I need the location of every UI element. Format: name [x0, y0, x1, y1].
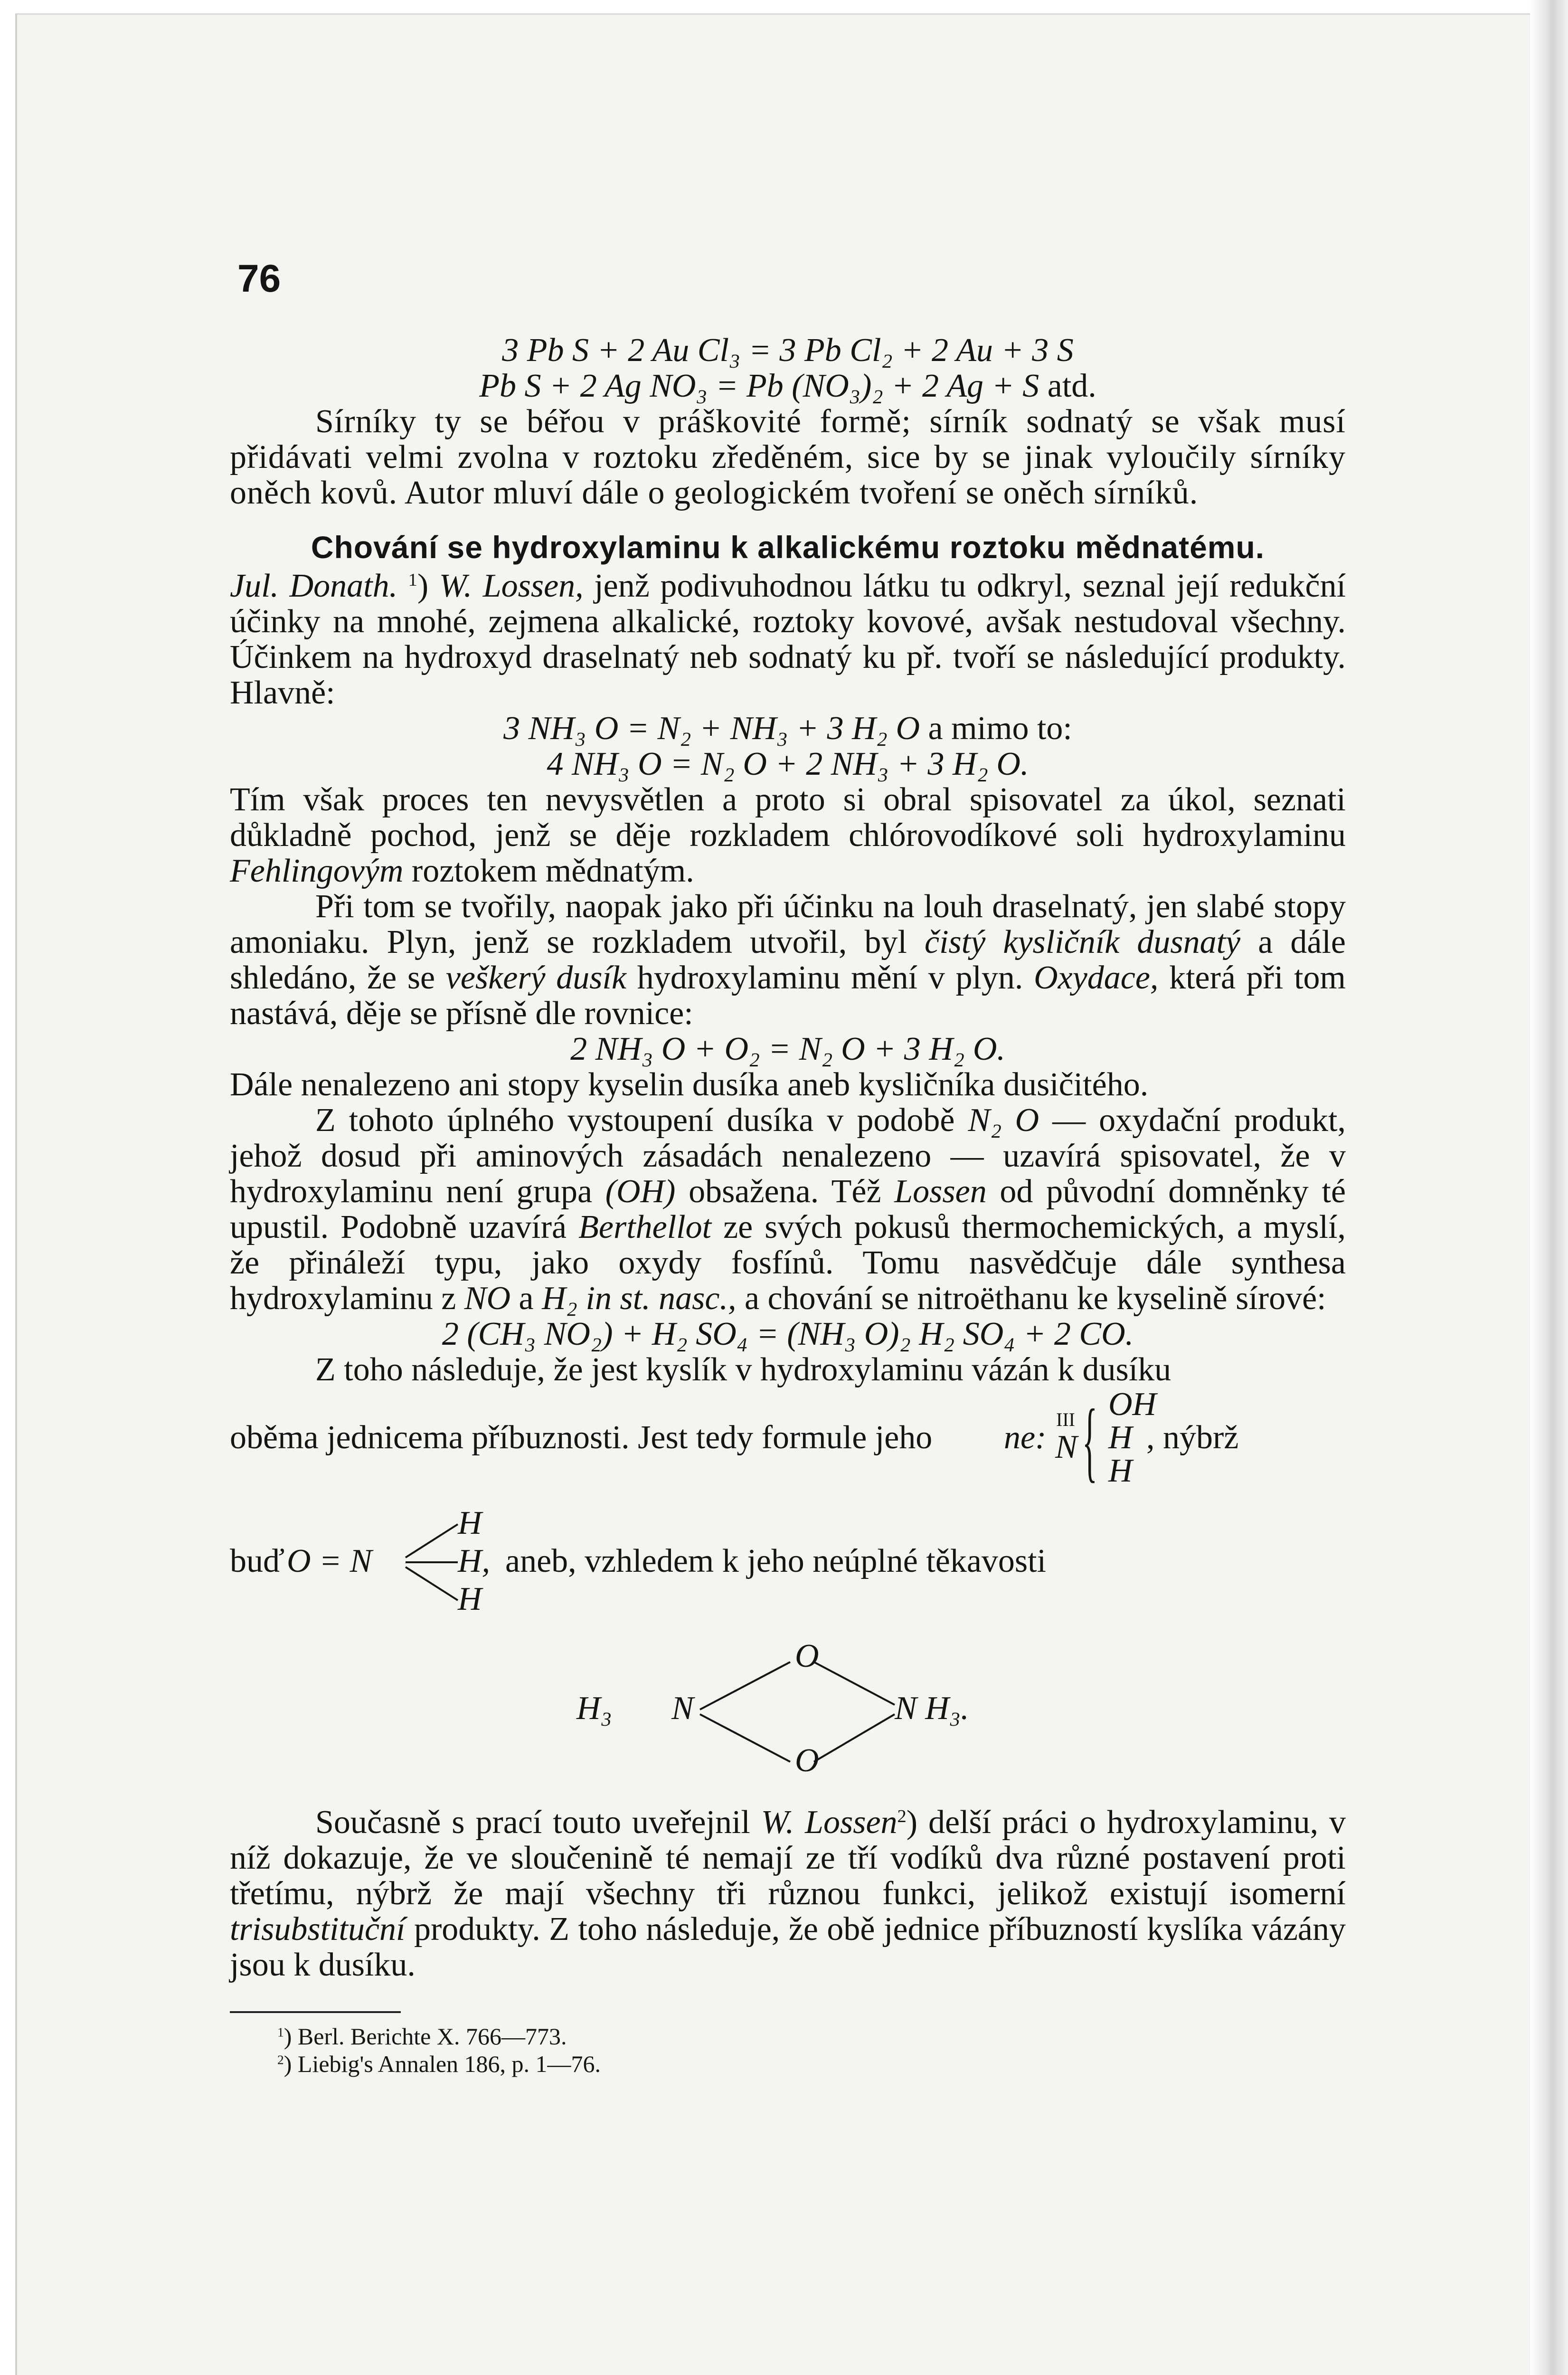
- ring-top-o: O: [795, 1638, 819, 1674]
- process-text-a: Tím však proces ten nevysvětlen a proto si obral spisovatel za úkol, seznati důkladně pochod, jenž se děje rozkladem chlórovodíkové soli hydroxylaminu: [230, 781, 1346, 854]
- ring-bonds: [695, 1648, 904, 1771]
- equation-4: 4 NH₃ O = N₂ O + 2 NH₃ + 3 H₂ O.: [547, 746, 1029, 782]
- process-fehling: Fehlingovým: [230, 853, 404, 889]
- structure-lhs: O = N: [287, 1543, 372, 1579]
- gas-text-c: a dále shledáno, že se: [230, 924, 1346, 996]
- lossen-work-name: W. Lossen: [761, 1804, 897, 1841]
- formula-nitrogen: N: [1055, 1429, 1077, 1465]
- gas-nitric-oxide: čistý kysličník dusnatý: [925, 924, 1241, 960]
- lossen-work-c: ) delší práci o hydroxylaminu, v níž dokazuje, že ve sloučenině té nemají ze tří vodíků dva různé postavení proti třetímu, nýbrž že mají všechny tři různou funkci, jelikož existují isomerní: [230, 1804, 1346, 1912]
- author-name: Jul. Donath.: [230, 568, 398, 604]
- formula-line: [230, 1386, 1346, 1491]
- concl-oh: (OH): [605, 1173, 676, 1210]
- equation-1: 3 Pb S + 2 Au Cl₃ = 3 Pb Cl₂ + 2 Au + 3 S: [502, 332, 1074, 369]
- formula-ligand-h1: H: [1108, 1419, 1133, 1456]
- paragraph-no-acids: Dále nenalezeno ani stopy kyselin dusíka aneb kysličníka dusičitého.: [230, 1066, 1149, 1103]
- paragraph-conclusion: [230, 1102, 1346, 1316]
- gas-text-g: která při tom nastává, děje se přísně dle rovnice:: [230, 960, 1346, 1032]
- lossen-work-trisubst: trisubstituční: [230, 1911, 406, 1948]
- paragraph-gas: [230, 889, 1346, 1031]
- formula-ne: ne:: [1004, 1419, 1047, 1456]
- section-heading: Chování se hydroxylaminu k alkalickému roztoku mědnatému.: [311, 530, 1265, 565]
- equation-6: 2 (CH₃ NO₂) + H₂ SO₄ = (NH₃ O)₂ H₂ SO₄ + 2 CO.: [442, 1316, 1134, 1352]
- gas-text-a: Při tom se tvořily, naopak jako při účinku na louh draselnatý, jen slabé stopy amoniaku. Plyn, jenž se rozkladem utvořil, byl: [230, 888, 1346, 960]
- concl-i: ze svých pokusů thermochemických, a myslí, že přináleží typu, jako oxydy fosfínů. Tomu nasvědčuje dále synthesa hydroxylaminu z: [230, 1209, 1346, 1317]
- formula-suffix: , nýbrž: [1146, 1419, 1239, 1456]
- lossen-work-e: produkty. Z toho následuje, že obě jednice příbuzností kyslíka vázány jsou k dusíku.: [230, 1911, 1346, 1983]
- lossen-work-a: Současně s prací touto uveřejnil: [315, 1804, 761, 1841]
- concl-lossen: Lossen: [894, 1173, 987, 1210]
- equation-3-suffix: a mimo to:: [920, 710, 1072, 747]
- footnote-ref-2[interactable]: 2: [897, 1806, 907, 1826]
- page-content: [230, 332, 1346, 2078]
- gas-text-e: hydroxylaminu mění v plyn.: [626, 960, 1034, 996]
- equation-2: [230, 368, 1346, 404]
- equation-2-formula: Pb S + 2 Ag NO₃ = Pb (NO₃)₂ + 2 Ag + S: [479, 368, 1039, 404]
- concl-k: a: [510, 1280, 542, 1317]
- ring-right: N H₃.: [895, 1690, 969, 1727]
- footnote-1: [277, 2023, 1346, 2050]
- footnote-rule: [230, 2011, 401, 2013]
- equation-5: 2 NH₃ O + O₂ = N₂ O + 3 H₂ O.: [570, 1031, 1005, 1067]
- concl-berthellot: Berthellot: [578, 1209, 712, 1245]
- footnote-2: [277, 2050, 1346, 2078]
- formula-valence: III: [1056, 1409, 1075, 1430]
- concl-c: — oxydační produkt, jehož dosud při aminových zásadách nenalezeno — uzavírá spisovatel, že v hydroxylaminu není grupa: [230, 1102, 1346, 1210]
- structure-h-top: H: [458, 1505, 482, 1541]
- footnote-ref-1[interactable]: 1: [408, 570, 417, 590]
- page-number: 76: [237, 257, 281, 300]
- ring-left-h: H₃: [576, 1690, 612, 1727]
- paragraph-intro: Jul. Donath. $^1$) W. Lossen, jenž podivuhodnou látku tu odkryl, seznal její redukční účinky na mnohé, zejmena alkalické, roztoky kovové, avšak nestudoval všechny. Účinkem na hydroxyd draselnatý neb sodnatý ku př. tvoří se následující produkty. Hlavně:: [230, 568, 1346, 711]
- structure-line: [230, 1505, 1346, 1619]
- formula-brace: {: [1082, 1391, 1097, 1491]
- lossen-name: W. Lossen,: [439, 568, 584, 604]
- concl-g: od původní domněnky té upustil. Podobně uzavírá: [230, 1173, 1346, 1245]
- footnote-2-text: ) Liebig's Annalen 186, p. 1—76.: [283, 2051, 601, 2077]
- formula-ligand-h2: H: [1108, 1453, 1133, 1489]
- concl-e: obsažena. Též: [675, 1173, 895, 1210]
- footnote-1-mark: 1: [277, 2024, 284, 2040]
- equation-3: [230, 711, 1346, 746]
- concl-no: NO: [464, 1280, 511, 1317]
- footnote-1-text: ) Berl. Berichte X. 766—773.: [283, 2023, 567, 2050]
- structure-h-mid: H,: [458, 1543, 491, 1579]
- equation-3-formula: 3 NH₃ O = N₂ + NH₃ + 3 H₂ O: [503, 710, 920, 747]
- concl-m: a chování se nitroëthanu ke kyselině sírové:: [736, 1280, 1326, 1317]
- paragraph-lossen-work: [230, 1805, 1346, 1983]
- ring-bottom-o: O: [795, 1742, 819, 1779]
- paragraph-sulfides: Sírníky ty se béřou v práškovité formě; sírník sodnatý se však musí přidávati velmi zvolna v roztoku zředěném, sice by se jinak vyloučily sírníky oněch kovů. Autor mluví dále o geologickém tvoření se oněch sírníků.: [230, 403, 1346, 511]
- intro-text: jenž podivuhodnou látku tu odkryl, seznal její redukční účinky na mnohé, zejmena alkalické, roztoky kovové, avšak nestudoval všechny. Účinkem na hydroxyd draselnatý neb sodnatý ku př. tvoří se následující produkty. Hlavně:: [230, 568, 1346, 711]
- footnote-2-mark: 2: [277, 2052, 284, 2067]
- structure-h-bottom: H: [458, 1581, 482, 1617]
- gas-oxidation: Oxydace,: [1034, 960, 1159, 996]
- ring-formula: [230, 1634, 1346, 1786]
- structure-suffix: aneb, vzhledem k jeho neúplné těkavosti: [505, 1543, 1047, 1579]
- equation-2-suffix: atd.: [1039, 368, 1096, 404]
- paragraph-process: [230, 782, 1346, 889]
- ring-left-n: N: [671, 1690, 694, 1727]
- formula-prefix: oběma jednicema příbuznosti. Jest tedy formule jeho: [230, 1419, 933, 1456]
- formula-ligand-oh: OH: [1108, 1386, 1157, 1423]
- structure-prefix: buď: [230, 1543, 285, 1579]
- paragraph-follows: Z toho následuje, že jest kyslík v hydroxylaminu vázán k dusíku: [315, 1351, 1171, 1388]
- concl-n2o: N₂ O: [968, 1102, 1039, 1139]
- concl-a: Z tohoto úplného vystoupení dusíka v podobě: [315, 1102, 968, 1139]
- gas-all-nitrogen: veškerý dusík: [445, 960, 627, 996]
- concl-h2: H₂ in st. nasc.,: [542, 1280, 737, 1317]
- page-edge: [1530, 0, 1568, 2375]
- process-text-c: roztokem mědnatým.: [403, 853, 694, 889]
